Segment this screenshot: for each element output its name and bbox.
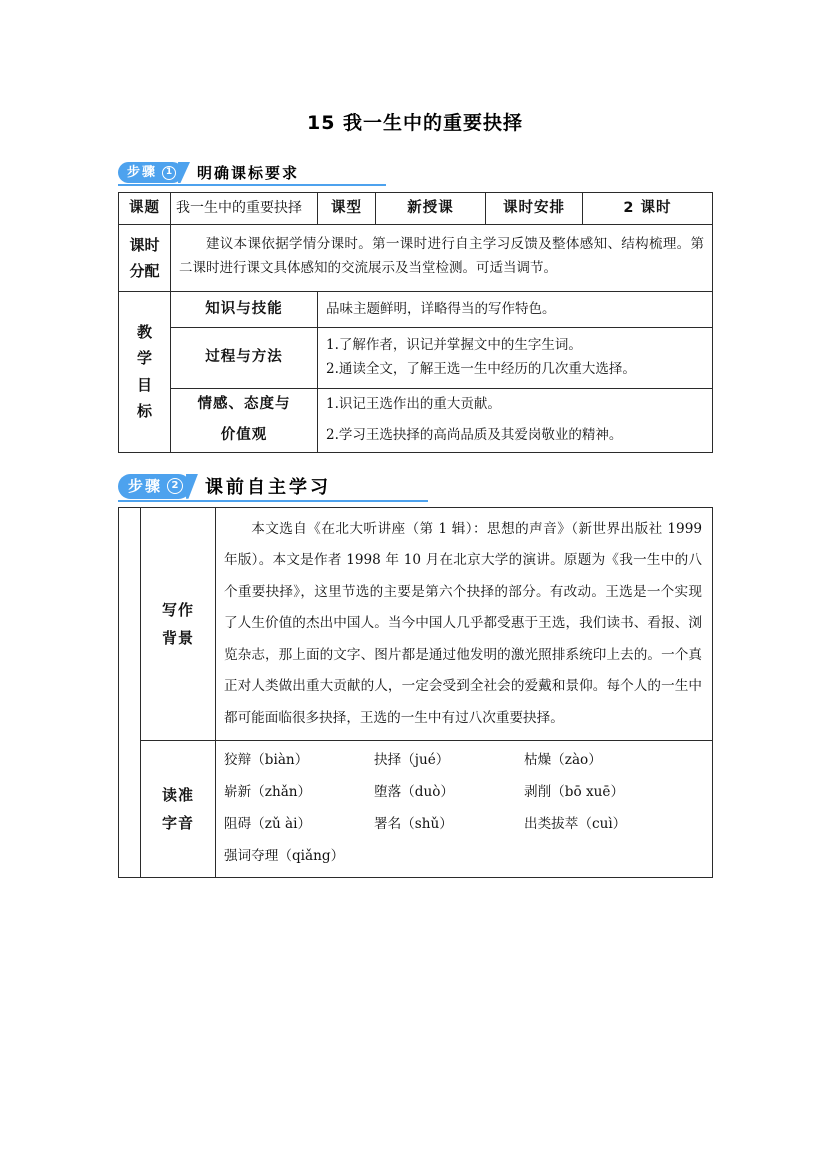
table-row-goal-attitude-2 <box>119 420 713 452</box>
step-1-badge-number: 1 <box>162 166 176 180</box>
goal-1-item-1: 品味主题鲜明，详略得当的写作特色。 <box>318 291 713 328</box>
goal-1-name: 知识与技能 <box>171 291 318 328</box>
goal-3-name-line-2: 价值观 <box>171 420 318 452</box>
writing-background-label-line-2: 背景 <box>161 629 194 648</box>
allocation-text: 建议本课依据学情分课时。第一课时进行自主学习反馈及整体感知、结构梳理。第二课时进行课文具体感知的交流展示及当堂检测。可适当调节。 <box>171 225 713 291</box>
table-row-goal-process <box>119 328 713 388</box>
pronunciation-label <box>141 741 216 878</box>
goal-2-items <box>318 328 713 388</box>
pinyin-word: 署名（shǔ） <box>374 816 453 833</box>
goal-3-name-line-1: 情感、态度与 <box>171 388 318 420</box>
pronunciation-label-line-1: 读准 <box>161 785 194 804</box>
pinyin-word: 出类拔萃（cuì） <box>524 816 627 833</box>
teaching-goals-label <box>119 291 171 452</box>
allocation-label-line-2: 分配 <box>129 262 160 280</box>
pinyin-word: 狡辩（biàn） <box>224 752 309 769</box>
step-1-badge <box>118 162 183 183</box>
pinyin-word: 枯燥（zào） <box>524 752 602 769</box>
pinyin-row <box>224 841 704 873</box>
step-1-badge-label: 步骤 <box>127 165 158 180</box>
pinyin-word: 崭新（zhǎn） <box>224 784 312 801</box>
lesson-type-label: 课型 <box>318 193 376 225</box>
pinyin-word: 剥削（bō xuē） <box>524 784 625 801</box>
self-study-table <box>118 507 713 878</box>
table-row-allocation <box>119 225 713 291</box>
writing-background-label <box>141 507 216 741</box>
page-content <box>118 0 712 878</box>
goal-3-item-1: 1.识记王选作出的重大贡献。 <box>318 388 713 420</box>
lesson-overview-table <box>118 192 713 453</box>
pinyin-row <box>224 809 704 841</box>
step-2-badge <box>118 474 191 499</box>
allocation-label <box>119 225 171 291</box>
lesson-type-value: 新授课 <box>376 193 486 225</box>
pinyin-row <box>224 745 704 777</box>
topic-value: 我一生中的重要抉择 <box>171 193 318 225</box>
step-2-title: 课前自主学习 <box>205 476 332 498</box>
table-row-goal-attitude-1 <box>119 388 713 420</box>
schedule-label: 课时安排 <box>486 193 583 225</box>
writing-background-text: 本文选自《在北大听讲座（第 1 辑）：思想的声音》（新世界出版社 1999 年版）。本文是作者 1998 年 10 月在北京大学的演讲。原题为《我一生中的八个重要抉择》，这里节选的主要是第六个抉择的部分。有改动。王选是一个实现了人生价值的杰出中国人。当今中国人几乎都受惠于王选，我们读书、看报、浏览杂志，那上面的文字、图片都是通过他发明的激光照排系统印上去的。一个真正对人类做出重大贡献的人，一定会受到全社会的爱戴和景仰。每个人的一生中都可能面临很多抉择，王选的一生中有过八次重要抉择。 <box>216 507 713 741</box>
goal-2-item-1: 1.了解作者，识记并掌握文中的生字生词。 <box>326 337 582 354</box>
pronunciation-list <box>216 741 713 878</box>
pinyin-row <box>224 777 704 809</box>
goals-label-char-2: 学 <box>136 349 152 368</box>
step-1-title: 明确课标要求 <box>197 164 300 182</box>
goal-2-name: 过程与方法 <box>171 328 318 388</box>
goal-3-item-2: 2.学习王选抉择的高尚品质及其爱岗敬业的精神。 <box>318 420 713 452</box>
writing-background-label-line-1: 写作 <box>161 600 194 619</box>
pinyin-word: 阻碍（zǔ ài） <box>224 816 312 833</box>
topic-label: 课题 <box>119 193 171 225</box>
step-2-underline <box>118 500 428 502</box>
spacer-column <box>119 507 141 877</box>
pinyin-word: 堕落（duò） <box>374 784 455 801</box>
allocation-label-line-1: 课时 <box>129 235 160 254</box>
goals-label-char-3: 目 <box>136 375 152 394</box>
table-row-topic <box>119 193 713 225</box>
page-title: 15 我一生中的重要抉择 <box>306 112 524 134</box>
goal-2-item-2: 2.通读全文，了解王选一生中经历的几次重大选择。 <box>326 360 636 377</box>
section-heading-step-1 <box>118 157 712 183</box>
step-2-badge-label: 步骤 <box>128 476 163 495</box>
step-1-underline <box>118 184 386 186</box>
goals-label-char-1: 教 <box>136 323 152 342</box>
table-row-pronunciation <box>119 741 713 878</box>
pinyin-word: 强词夺理（qiǎng） <box>224 848 345 865</box>
pronunciation-label-line-2: 字音 <box>161 814 194 833</box>
schedule-value: 2 课时 <box>583 193 713 225</box>
goals-label-char-4: 标 <box>136 401 152 420</box>
section-heading-step-2 <box>118 469 712 499</box>
step-2-badge-number: 2 <box>167 478 183 494</box>
pinyin-word: 抉择（jué） <box>374 752 450 769</box>
table-row-writing-background <box>119 507 713 741</box>
table-row-goal-knowledge <box>119 291 713 328</box>
